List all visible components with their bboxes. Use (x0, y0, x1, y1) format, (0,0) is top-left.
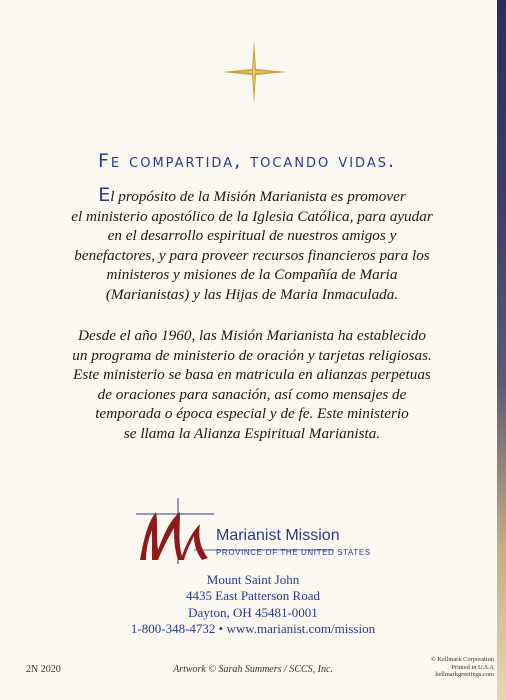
contact-line: 1-800-348-4732 • www.marianist.com/mission (130, 621, 376, 637)
text-line (36, 186, 468, 207)
page-title: Fe compartida, tocando vidas. (97, 150, 397, 172)
card-code: 2N 2020 (26, 664, 61, 675)
address-line: Dayton, OH 45481-0001 (188, 604, 318, 620)
text-line: un programa de ministerio de oración y tarjetas religiosas. (72, 346, 432, 364)
text-line: Desde el año 1960, las Misión Marianista ha establecido (77, 327, 426, 344)
dropcap: E (98, 184, 111, 206)
logo-name: Marianist Mission (216, 527, 340, 544)
text-line: se llama la Alianza Espiritual Marianista. (123, 424, 381, 442)
star-icon (222, 40, 286, 104)
publisher-credit (431, 656, 494, 679)
address-block (0, 572, 506, 638)
artwork-credit: Artwork © Sarah Summers / SCCS, Inc. (173, 664, 333, 675)
address-line: 4435 East Patterson Road (186, 588, 320, 604)
text-line: el ministerio apostólico de la Iglesia Católica, para ayudar (71, 207, 433, 225)
publisher-line: Printed in U.S.A (451, 663, 494, 671)
text-line: benefactores, y para proveer recursos financieros para los (74, 246, 430, 264)
publisher-line: kellmarkgreetings.com (435, 671, 494, 679)
text-line: Este ministerio se basa en matricula en alianzas perpetuas (73, 366, 431, 384)
paragraph-purpose (36, 186, 468, 305)
text-line: ministeros y misiones de la Compañía de Maria (106, 266, 398, 284)
logo-subtitle: PROVINCE OF THE UNITED STATES (216, 548, 371, 557)
text-line: de oraciones para sanación, así como mensajes de (97, 385, 407, 403)
publisher-line: © Kellmark Corporation (430, 656, 494, 663)
address-line: Mount Saint John (206, 572, 300, 587)
text-line: (Marianistas) y las Hijas de Maria Inmaculada. (105, 285, 399, 303)
text-line: temporada o época especial y de fe. Este ministerio (95, 405, 409, 423)
text-line: en el desarrollo espiritual de nuestros amigos y (107, 227, 397, 245)
text-line-rest: l propósito de la Misión Marianista es promover (110, 188, 406, 205)
paragraph-history (36, 326, 468, 444)
